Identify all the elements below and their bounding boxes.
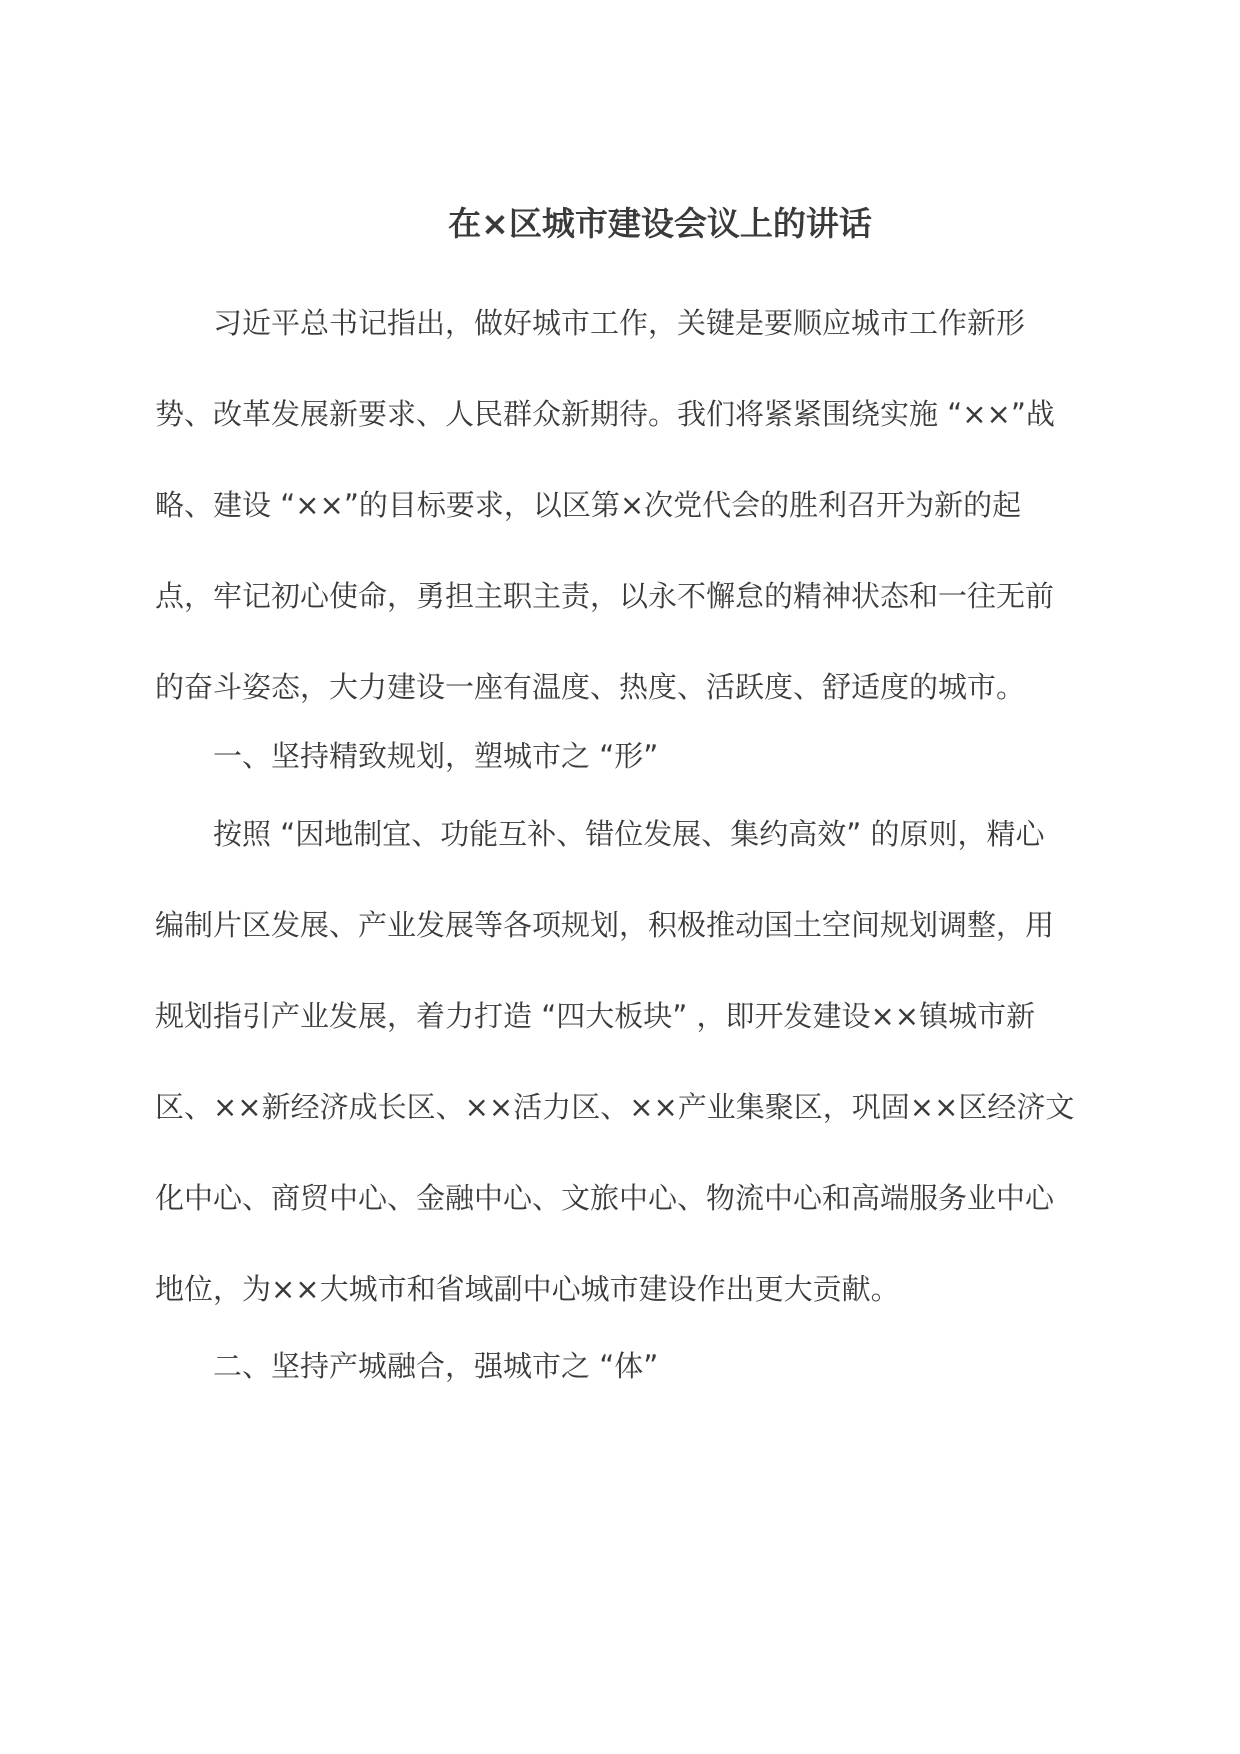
intro-line: 势、改革发展新要求、人民群众新期待。我们将紧紧围绕实施 “××”战 — [155, 397, 1055, 431]
section-1-line: 化中心、商贸中心、金融中心、文旅中心、物流中心和高端服务业中心 — [155, 1181, 1055, 1215]
section-1-line: 编制片区发展、产业发展等各项规划，积极推动国土空间规划调整，用 — [155, 908, 1055, 942]
section-1-heading: 一、坚持精致规划，塑城市之 “形” — [213, 739, 659, 773]
document-body — [155, 278, 1085, 1409]
section-1-line: 区、××新经济成长区、××活力区、××产业集聚区，巩固××区经济文 — [155, 1090, 1075, 1124]
section-2-heading: 二、坚持产城融合，强城市之 “体” — [213, 1349, 659, 1383]
intro-line: 习近平总书记指出，做好城市工作，关键是要顺应城市工作新形 — [213, 306, 1026, 340]
section-1-line: 地位，为××大城市和省域副中心城市建设作出更大贡献。 — [155, 1272, 900, 1306]
section-1-paragraph — [155, 789, 1085, 1335]
intro-line: 点，牢记初心使命，勇担主职主责，以永不懈怠的精神状态和一往无前 — [155, 579, 1055, 613]
document-title: 在×区城市建设会议上的讲话 — [448, 204, 872, 243]
section-1-line: 按照 “因地制宜、功能互补、错位发展、集约高效” 的原则，精心 — [213, 817, 1045, 851]
section-1-line: 规划指引产业发展，着力打造 “四大板块” ，即开发建设××镇城市新 — [155, 999, 1036, 1033]
intro-line: 略、建设 “××”的目标要求，以区第×次党代会的胜利召开为新的起 — [155, 488, 1022, 522]
intro-paragraph — [155, 278, 1085, 733]
intro-line: 的奋斗姿态，大力建设一座有温度、热度、活跃度、舒适度的城市。 — [155, 670, 1026, 704]
